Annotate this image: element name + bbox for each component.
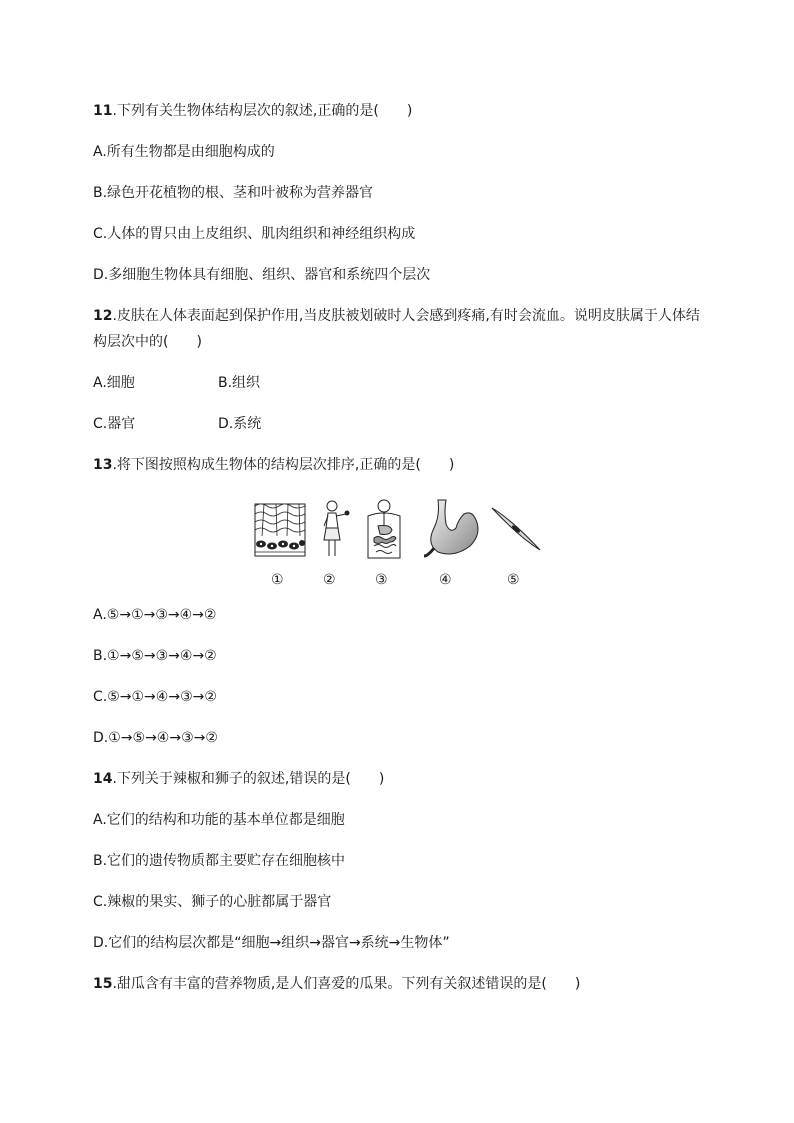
question-14-option-d: D.它们的结构层次都是“细胞→组织→器官→系统→生物体” [93,935,450,951]
question-12-stem-line2: 构层次中的( ) [93,334,202,350]
muscle-cell-illustration [492,508,540,550]
question-11-option-d: D.多细胞生物体具有细胞、组织、器官和系统四个层次 [93,267,431,283]
question-number: 15 [93,976,113,992]
question-text: .下列有关生物体结构层次的叙述,正确的是( ) [112,103,413,119]
question-text: .下列关于辣椒和狮子的叙述,错误的是( ) [112,771,385,787]
question-12-option-b: B.组织 [218,375,261,391]
question-11-option-b: B.绿色开花植物的根、茎和叶被称为营养器官 [93,185,374,201]
question-11-option-c: C.人体的胃只由上皮组织、肌肉组织和神经组织构成 [93,226,416,242]
figure-label-3: ③ [375,572,388,588]
question-15-stem [93,974,580,994]
question-text: .甜瓜含有丰富的营养物质,是人们喜爱的瓜果。下列有关叙述错误的是( ) [112,976,581,992]
question-13-option-a: A.⑤→①→③→④→② [93,607,217,623]
question-14-option-b: B.它们的遗传物质都主要贮存在细胞核中 [93,853,346,869]
figure-label-2: ② [323,572,336,588]
question-13-option-c: C.⑤→①→④→③→② [93,689,217,705]
question-14-option-a: A.它们的结构和功能的基本单位都是细胞 [93,812,345,828]
structure-levels-figure [250,494,550,594]
question-number: 13 [93,457,113,473]
question-12-option-c: C.器官 [93,416,136,432]
question-13-option-b: B.①→⑤→③→④→② [93,648,217,664]
question-number: 14 [93,771,113,787]
question-number: 12 [93,308,113,324]
tissue-illustration [255,504,305,556]
question-14-stem [93,769,384,789]
question-14-option-c: C.辣椒的果实、狮子的心脏都属于器官 [93,894,332,910]
question-12-option-d: D.系统 [218,416,262,432]
question-number: 11 [93,103,113,119]
digestive-system-illustration [368,500,400,558]
question-text: .皮肤在人体表面起到保护作用,当皮肤被划破时人会感到疼痛,有时会流血。说明皮肤属于人体结 [112,308,700,324]
stomach-illustration [424,500,478,556]
figure-label-4: ④ [439,572,452,588]
figure-label-5: ⑤ [507,572,520,588]
question-12-stem-line1 [93,306,700,326]
question-text: .将下图按照构成生物体的结构层次排序,正确的是( ) [112,457,455,473]
question-12-option-a: A.细胞 [93,375,135,391]
figure-label-1: ① [271,572,284,588]
person-illustration [324,501,349,556]
question-13-stem [93,455,454,475]
question-13-option-d: D.①→⑤→④→③→② [93,730,218,746]
question-11-stem [93,101,412,121]
question-11-option-a: A.所有生物都是由细胞构成的 [93,144,275,160]
